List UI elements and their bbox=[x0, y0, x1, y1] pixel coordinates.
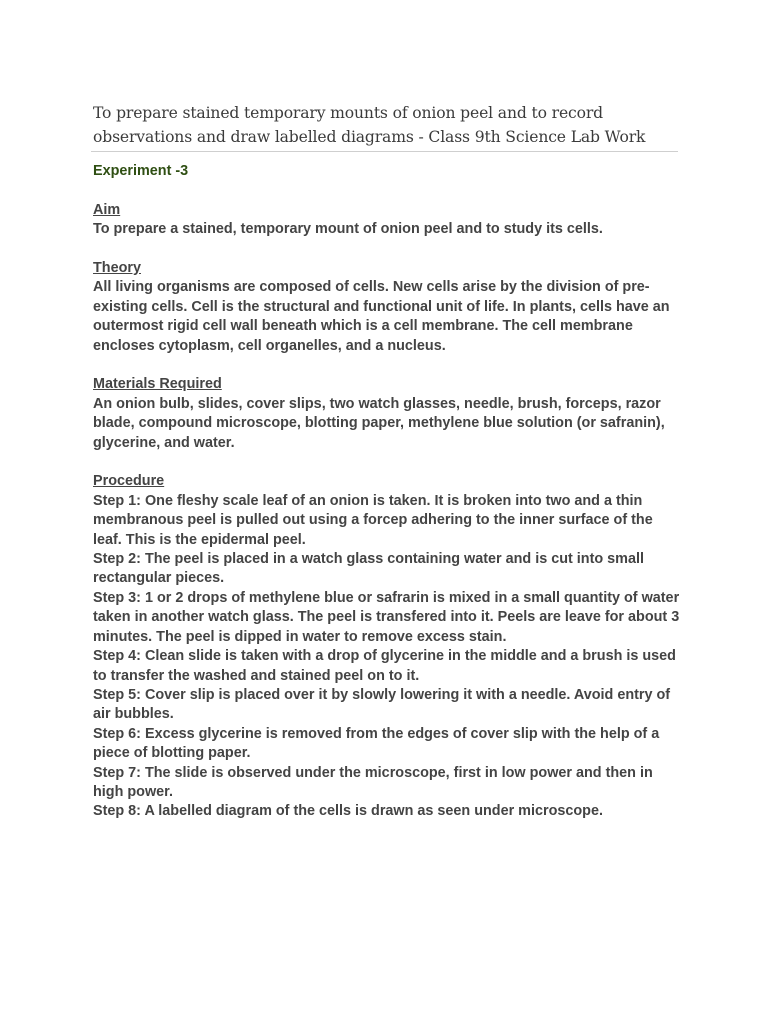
procedure-line: Step 6: Excess glycerine is removed from the edges of cover slip with the help of a bbox=[93, 725, 660, 742]
materials-section bbox=[93, 375, 693, 453]
procedure-line: membranous peel is pulled out using a forcep adhering to the inner surface of the bbox=[93, 512, 653, 529]
procedure-line: Step 5: Cover slip is placed over it by slowly lowering it with a needle. Avoid entry of bbox=[93, 686, 671, 703]
procedure-line: rectangular pieces. bbox=[93, 570, 225, 587]
theory-heading: Theory bbox=[93, 260, 141, 276]
aim-text bbox=[93, 220, 693, 239]
procedure-line: Step 3: 1 or 2 drops of methylene blue or safrarin is mixed in a small quantity of water bbox=[93, 589, 680, 606]
procedure-line: high power. bbox=[93, 783, 173, 800]
theory-line: outermost rigid cell wall beneath which is a cell membrane. The cell membrane bbox=[93, 318, 633, 335]
theory-line: encloses cytoplasm, cell organelles, and a nucleus. bbox=[93, 337, 446, 354]
document-title bbox=[93, 101, 683, 149]
procedure-line: minutes. The peel is dipped in water to remove excess stain. bbox=[93, 628, 507, 645]
materials-heading: Materials Required bbox=[93, 376, 222, 393]
aim-heading: Aim bbox=[93, 201, 121, 218]
procedure-line: Step 8: A labelled diagram of the cells is drawn as seen under microscope. bbox=[93, 803, 603, 820]
materials-line: glycerine, and water. bbox=[93, 434, 235, 451]
procedure-line: to transfer the washed and stained peel on to it. bbox=[93, 667, 420, 684]
document-body bbox=[93, 162, 693, 822]
theory-line: All living organisms are composed of cells. New cells arise by the division of pre- bbox=[93, 279, 650, 296]
procedure-line: Step 1: One fleshy scale leaf of an onion is taken. It is broken into two and a thin bbox=[93, 492, 643, 509]
materials-line: blade, compound microscope, blotting paper, methylene blue solution (or safranin), bbox=[93, 415, 665, 432]
procedure-line: Step 4: Clean slide is taken with a drop of glycerine in the middle and a brush is used bbox=[93, 648, 676, 665]
procedure-steps bbox=[93, 492, 693, 822]
procedure-heading: Procedure bbox=[93, 473, 165, 490]
experiment-label: Experiment -3 bbox=[93, 163, 189, 179]
materials-line: An onion bulb, slides, cover slips, two watch glasses, needle, brush, forceps, razor bbox=[93, 395, 661, 412]
theory-line: existing cells. Cell is the structural and functional unit of life. In plants, cells have an bbox=[93, 298, 670, 315]
procedure-line: taken in another watch glass. The peel is transfered into it. Peels are leave for about 3 bbox=[93, 609, 680, 626]
title-line-1: To prepare stained temporary mounts of onion peel and to record bbox=[93, 104, 603, 122]
procedure-line: air bubbles. bbox=[93, 706, 174, 723]
aim-line: To prepare a stained, temporary mount of onion peel and to study its cells. bbox=[93, 221, 603, 238]
procedure-section bbox=[93, 472, 693, 821]
theory-text bbox=[93, 278, 693, 356]
procedure-line: Step 7: The slide is observed under the microscope, first in low power and then in bbox=[93, 764, 653, 781]
theory-section bbox=[93, 259, 693, 356]
procedure-line: Step 2: The peel is placed in a watch glass containing water and is cut into small bbox=[93, 551, 644, 568]
materials-text bbox=[93, 395, 693, 453]
title-line-2: observations and draw labelled diagrams - Class 9th Science Lab Work bbox=[93, 128, 646, 146]
procedure-line: piece of blotting paper. bbox=[93, 745, 251, 762]
aim-section bbox=[93, 201, 693, 240]
title-divider bbox=[91, 151, 678, 152]
procedure-line: leaf. This is the epidermal peel. bbox=[93, 531, 306, 548]
